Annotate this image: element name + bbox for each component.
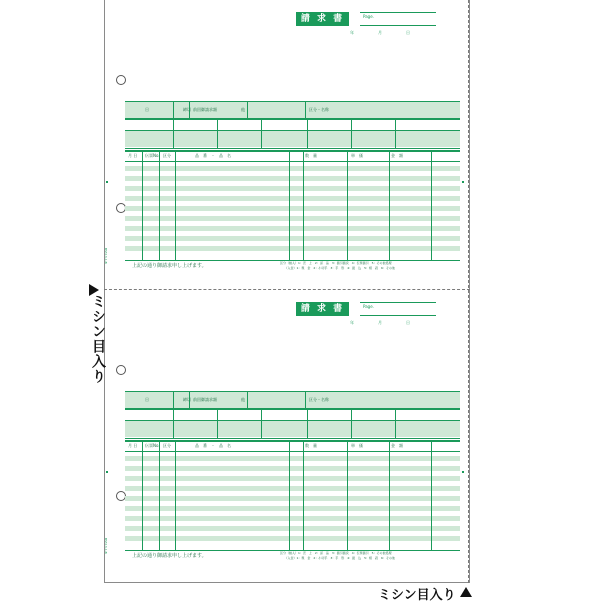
col-qty: 数 量 bbox=[305, 443, 317, 448]
header-right: 区分・名称 bbox=[309, 107, 329, 112]
col-unit: 単 価 bbox=[351, 443, 363, 448]
alignment-mark bbox=[462, 471, 464, 473]
header-right: 区分・名称 bbox=[309, 397, 329, 402]
col-qty: 数 量 bbox=[305, 153, 317, 158]
line-items-table bbox=[125, 440, 460, 551]
col-unit: 単 価 bbox=[351, 153, 363, 158]
form-code: BS513-1-B bbox=[104, 538, 108, 554]
header-band bbox=[125, 391, 460, 409]
col-date: 月 日 bbox=[128, 443, 138, 448]
header-day: 日 bbox=[145, 397, 149, 402]
line-items-table bbox=[125, 150, 460, 261]
form-title: 請 求 書 bbox=[296, 302, 349, 316]
alignment-mark bbox=[106, 471, 108, 473]
form-title: 請 求 書 bbox=[296, 12, 349, 26]
col-slip: 伝票No. bbox=[145, 443, 160, 448]
col-amount: 金 額 bbox=[391, 443, 403, 448]
date-row bbox=[350, 320, 410, 326]
perforation-bottom-label: ミシン目入り bbox=[378, 588, 456, 603]
header-code: 締切 bbox=[183, 397, 191, 402]
date-row bbox=[350, 30, 410, 36]
header-band bbox=[125, 101, 460, 119]
month-label: 月 bbox=[378, 320, 382, 325]
year-label: 年 bbox=[350, 320, 354, 325]
day-label: 日 bbox=[406, 320, 410, 325]
footer-text: 上記の通り御請求申し上げます。 bbox=[132, 263, 207, 269]
header-tail: 他 bbox=[241, 397, 245, 402]
invoice-form-bottom bbox=[104, 290, 466, 570]
arrow-up-icon bbox=[460, 587, 472, 597]
alignment-mark bbox=[106, 181, 108, 183]
col-date: 月 日 bbox=[128, 153, 138, 158]
header-code: 締切 bbox=[183, 107, 191, 112]
year-label: 年 bbox=[350, 30, 354, 35]
page-label: Page. bbox=[363, 14, 374, 19]
col-item: 品 番 ・ 品 名 bbox=[195, 153, 231, 158]
col-item: 品 番 ・ 品 名 bbox=[195, 443, 231, 448]
invoice-form-top bbox=[104, 0, 466, 280]
page-label: Page. bbox=[363, 304, 374, 309]
day-label: 日 bbox=[406, 30, 410, 35]
footer-notes: 区分（納入）1：売 上 2：返 品 3：値引値戻 4：伝票値引 5：その他処理 （入金）1：現 金 2：小切手 3：手 形 4：振 込 5：相 殺 6：その他 bbox=[280, 261, 395, 270]
col-type: 区分 bbox=[163, 443, 171, 448]
header-prev: 前回御請求額 bbox=[193, 397, 217, 402]
page-field[interactable] bbox=[360, 302, 436, 316]
summary-grid bbox=[125, 119, 460, 149]
col-amount: 金 額 bbox=[391, 153, 403, 158]
header-day: 日 bbox=[145, 107, 149, 112]
vertical-perforation bbox=[468, 0, 469, 583]
footer-text: 上記の通り御請求申し上げます。 bbox=[132, 553, 207, 559]
perforation-side-label: ミシン目入り bbox=[90, 294, 106, 384]
header-tail: 他 bbox=[241, 107, 245, 112]
page-field[interactable] bbox=[360, 12, 436, 26]
header-prev: 前回御請求額 bbox=[193, 107, 217, 112]
col-type: 区分 bbox=[163, 153, 171, 158]
month-label: 月 bbox=[378, 30, 382, 35]
summary-grid bbox=[125, 409, 460, 439]
footer-notes: 区分（納入）1：売 上 2：返 品 3：値引値戻 4：伝票値引 5：その他処理 （入金）1：現 金 2：小切手 3：手 形 4：振 込 5：相 殺 6：その他 bbox=[280, 551, 395, 560]
form-code: BS513-1-B bbox=[104, 248, 108, 264]
alignment-mark bbox=[462, 181, 464, 183]
col-slip: 伝票No. bbox=[145, 153, 160, 158]
